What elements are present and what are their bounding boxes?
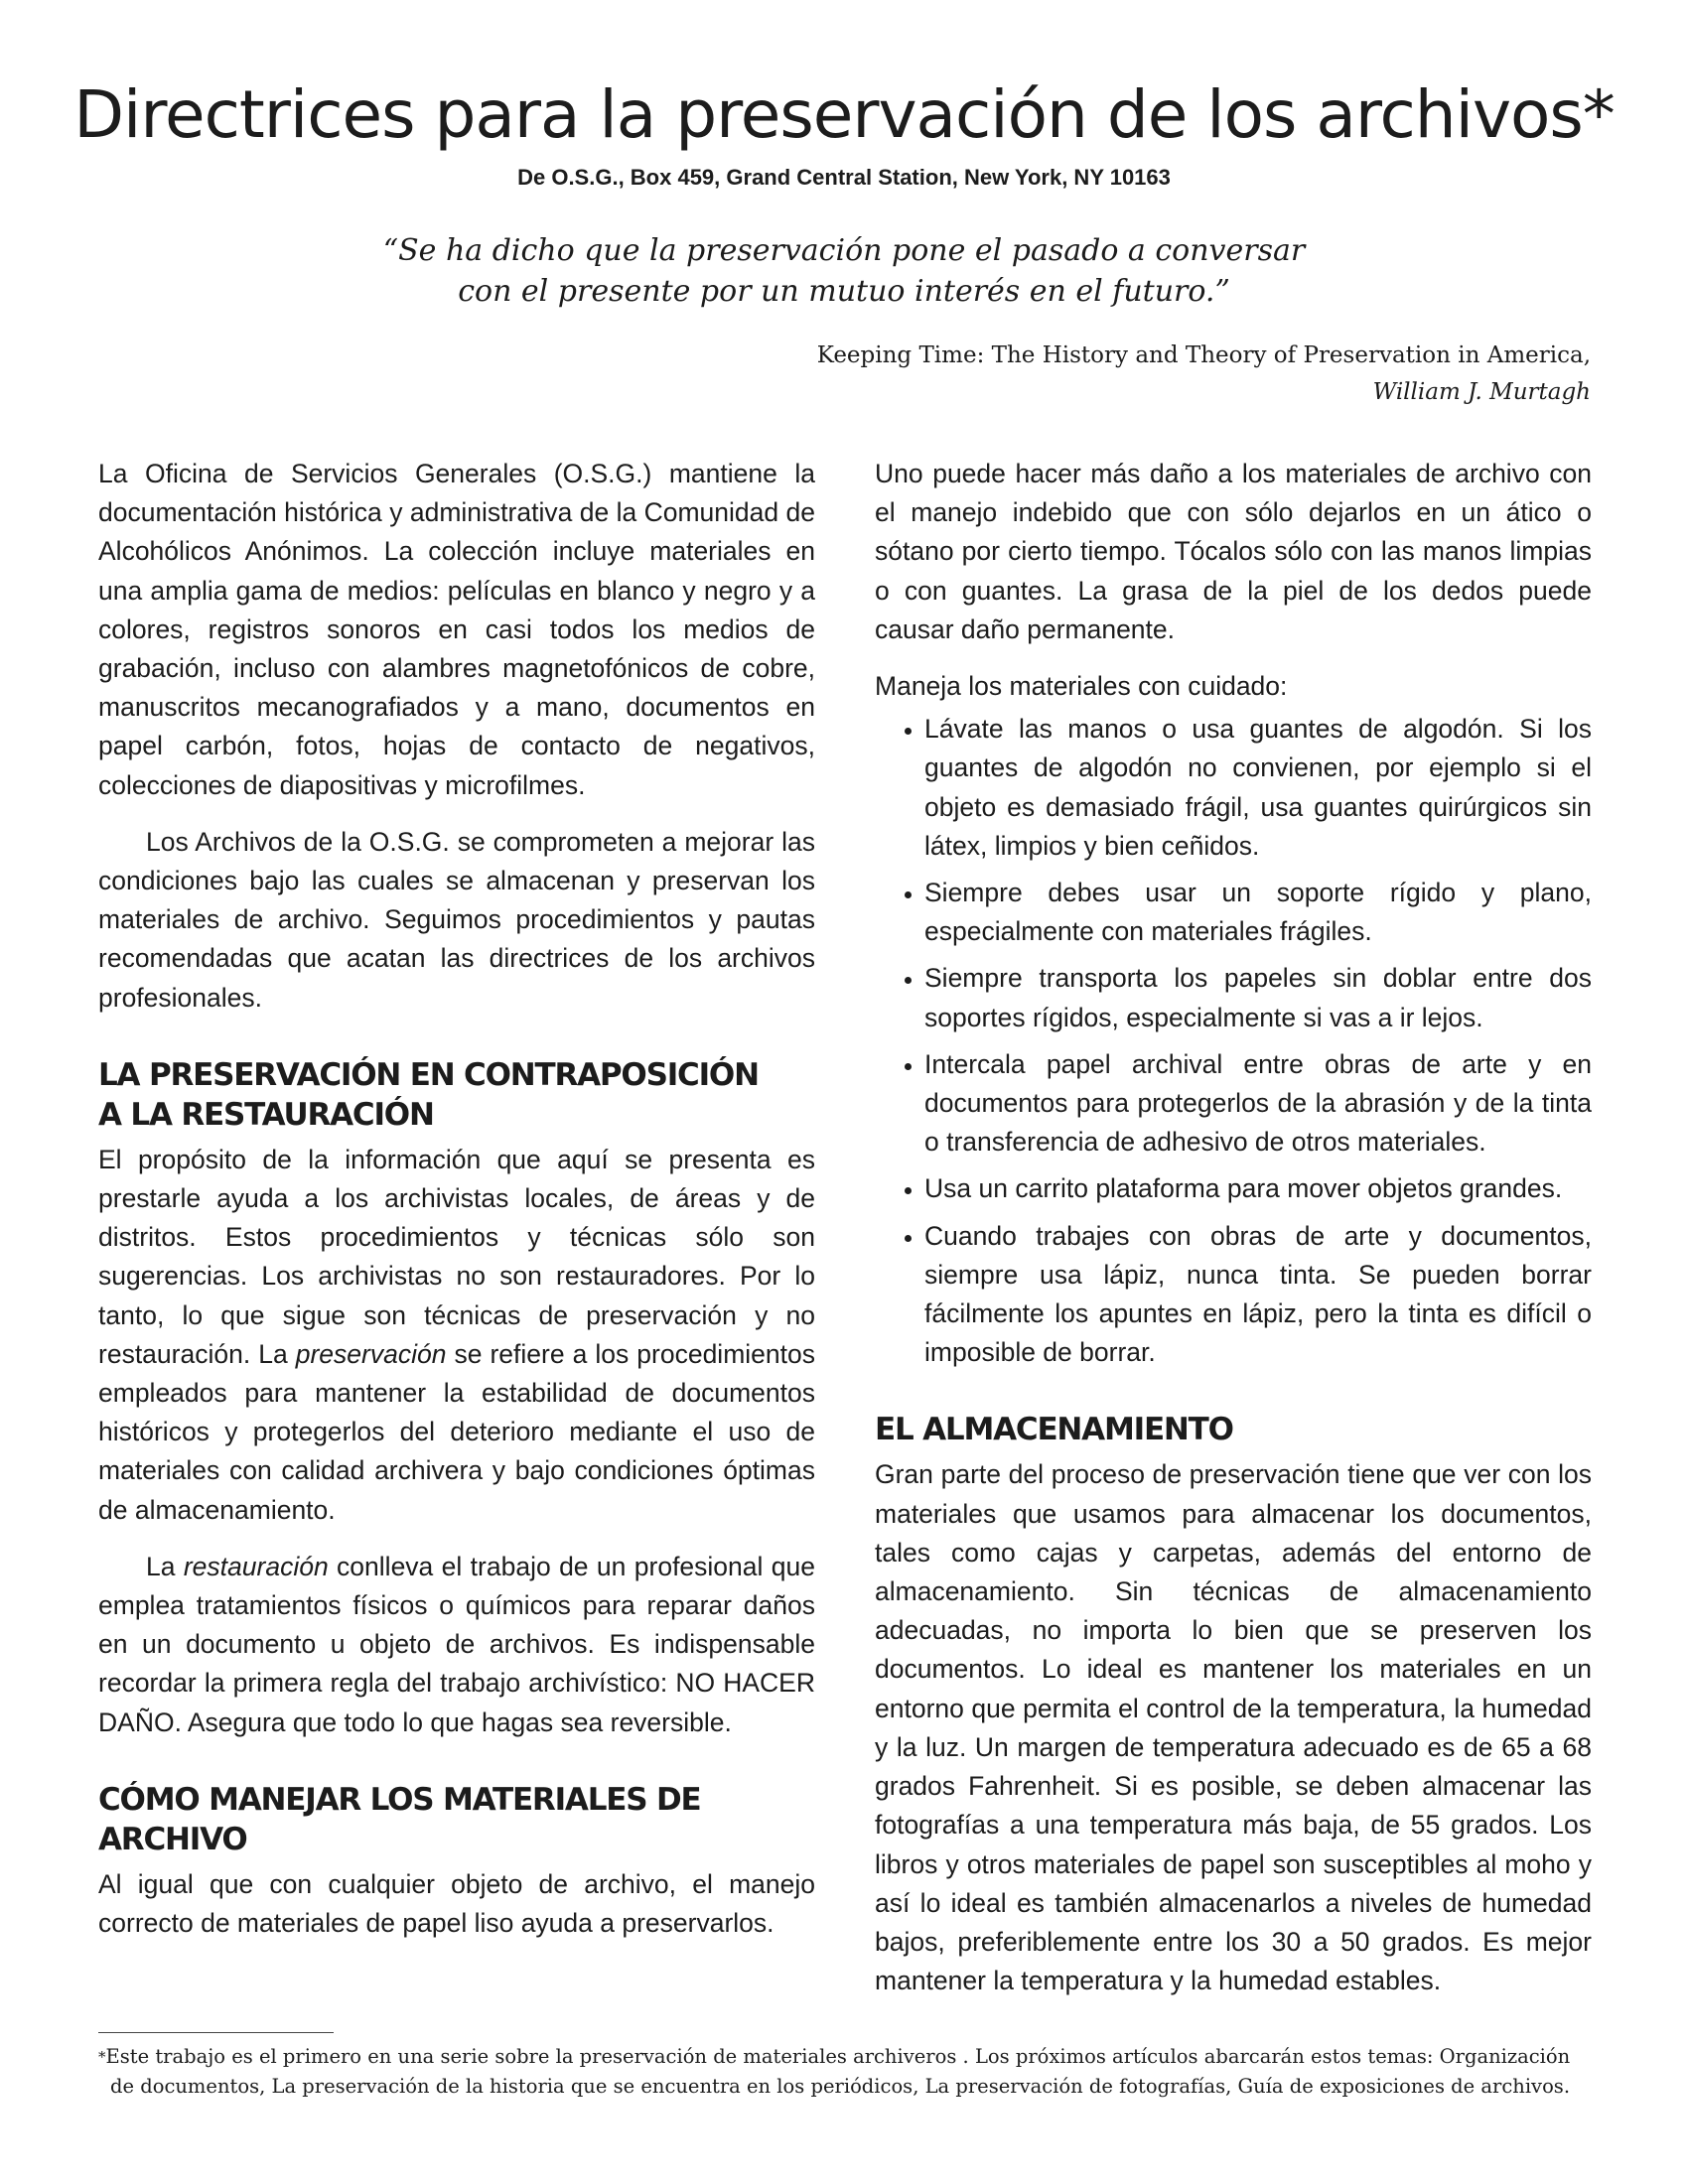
intro-paragraph: La Oficina de Servicios Generales (O.S.G.) mantiene la documentación histórica y administrativa de la Comunidad de Alcohólicos Anónimos. La colección incluye materiales en una amplia gama de medios: películas en blanco y negro y a colores, registros sonoros en casi todos los medios de grabación, incluso con alambres magnetofónicos de cobre, manuscritos mecanografiados y a mano, documentos en papel carbón, fotos, hojas de contacto de negativos, colecciones de diapositivas y microfilmes. (98, 459, 815, 800)
list-item: • Cuando trabajes con obras de arte y documentos, siempre usa lápiz, nunca tinta. Se pueden borrar fácilmente los apuntes en lápiz, pero la tinta es difícil o imposible de borrar. (924, 1217, 1592, 1373)
epigraph-line-2: con el presente por un mutuo interés en el futuro.” (458, 274, 1230, 309)
list-item: • Siempre debes usar un soporte rígido y plano, especialmente con materiales frágiles. (924, 874, 1592, 951)
damage-paragraph: Uno puede hacer más daño a los materiales de archivo con el manejo indebido que con sólo dejarlos en un ático o sótano por cierto tiempo. Tócalos sólo con las manos limpias o con guantes. La grasa de la piel de los dedos puede causar daño permanente. (875, 459, 1592, 644)
attribution-author: William J. Murtagh (1372, 379, 1591, 405)
footnote-divider (98, 2032, 334, 2033)
restoration-text-b: conlleva el trabajo de un profesional que emplea tratamientos físicos o químicos para reparar daños en un documento u objeto de archivos. Es indispensable recordar la primera regla del trabajo archivístico: NO HACER DAÑO. Asegura que todo lo que hagas sea reversible. (98, 1551, 815, 1737)
address-subtitle: De O.S.G., Box 459, Grand Central Station, New York, NY 10163 (517, 165, 1171, 190)
purpose-paragraph (98, 1141, 815, 1530)
heading-line-1: LA PRESERVACIÓN EN CONTRAPOSICIÓN (98, 1056, 759, 1093)
heading-storage: EL ALMACENAMIENTO (875, 1412, 1233, 1448)
restoration-term: restauración (183, 1551, 329, 1581)
restoration-text-a: La (146, 1551, 184, 1581)
footnote (98, 2042, 1600, 2102)
purpose-text-b: se refiere a los procedimientos empleados para mantener la estabilidad de documentos históricos y protegerlos del deterioro mediante el uso de materiales con calidad archivera y bajo condiciones óptimas de almacenamiento. (98, 1338, 815, 1525)
footnote-text: Este trabajo es el primero en una serie sobre la preservación de materiales archiveros . Los próximos artículos abarcarán estos temas: Organización de documentos, La preservación de la historia que se encuentra en los periódicos, La preservación de fotografías, Guía de exposiciones de archivos. (105, 2045, 1571, 2098)
heading-preservation-vs-restoration (98, 1055, 815, 1135)
footnote-marker: * (98, 2048, 106, 2066)
list-item: • Usa un carrito plataforma para mover objetos grandes. (924, 1169, 1592, 1208)
handling-paragraph: Al igual que con cualquier objeto de archivo, el manejo correcto de materiales de papel liso ayuda a preservarlos. (98, 1868, 815, 1939)
left-column (98, 455, 815, 1961)
restoration-paragraph (98, 1548, 815, 1742)
list-item: • Lávate las manos o usa guantes de algodón. Si los guantes de algodón no convienen, por ejemplo si el objeto es demasiado frágil, usa guantes quirúrgicos sin látex, limpios y bien ceñidos. (924, 710, 1592, 866)
list-item: • Siempre transporta los papeles sin doblar entre dos soportes rígidos, especialmente si vas a ir lejos. (924, 959, 1592, 1036)
epigraph-line-1: “Se ha dicho que la preservación pone el pasado a conversar (382, 233, 1306, 268)
care-bullet-list (875, 710, 1592, 1372)
commitment-paragraph: Los Archivos de la O.S.G. se comprometen a mejorar las condiciones bajo las cuales se almacenan y preservan los materiales de archivo. Seguimos procedimientos y pautas recomendadas que acatan las directrices de los archivos profesionales. (98, 826, 815, 1013)
epigraph-attribution (817, 338, 1591, 411)
right-column (875, 455, 1592, 2018)
preservation-term: preservación (295, 1338, 447, 1369)
heading-handling-materials: CÓMO MANEJAR LOS MATERIALES DE ARCHIVO (98, 1781, 701, 1857)
epigraph-quote (0, 230, 1688, 312)
list-item: • Intercala papel archival entre obras de arte y en documentos para protegerlos de la abrasión y de la tinta o transferencia de adhesivo de otros materiales. (924, 1045, 1592, 1162)
purpose-text-a: El propósito de la información que aquí se presenta es prestarle ayuda a los archivistas locales, de áreas y de distritos. Estos procedimientos y técnicas sólo son sugerencias. Los archivistas no son restauradores. Por lo tanto, lo que sigue son técnicas de preservación y no restauración. La (98, 1144, 815, 1369)
care-intro: Maneja los materiales con cuidado: (875, 671, 1288, 702)
page-title: Directrices para la preservación de los archivos* (73, 76, 1615, 153)
storage-paragraph: Gran parte del proceso de preservación tiene que ver con los materiales que usamos para almacenar los documentos, tales como cajas y carpetas, además del entorno de almacenamiento. Sin técnicas de almacenamiento adecuadas, no importa lo bien que se preserven los documentos. Lo ideal es mantener los materiales en un entorno que permita el control de la temperatura, la humedad y la luz. Un margen de temperatura adecuado es de 65 a 68 grados Fahrenheit. Si es posible, se deben almacenar las fotografías a una temperatura más baja, de 55 grados. Los libros y otros materiales de papel son susceptibles al moho y así lo ideal es también almacenarlos a niveles de humedad bajos, preferiblemente entre los 30 a 50 grados. Es mejor mantener la temperatura y la humedad estables. (875, 1459, 1592, 1996)
attribution-source: Keeping Time: The History and Theory of Preservation in America, (816, 342, 1591, 368)
heading-line-2: A LA RESTAURACIÓN (98, 1096, 434, 1133)
